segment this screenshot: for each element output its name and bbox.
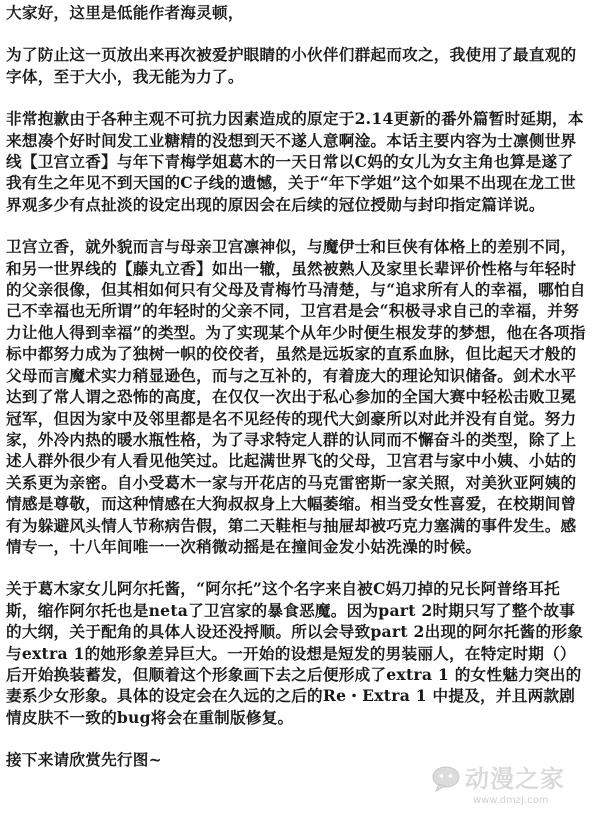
- paragraph-character-arto: 关于葛木家女儿阿尔托酱，“阿尔托”这个名字来自被C妈刀掉的兄长阿普络耳托斯，缩作阿尔托也是neta了卫宫家的暴食恶魔。因为part 2时期只写了整个故事的大纲，关于配角的具体人设还没捋顺。所以会导致part 2出现的阿尔托酱的形象与extra 1的她形象差异巨大。一开始的设想是短发的男装丽人，在特定时期（）后开始换装蓄发，但顺着这个形象画下去之后便形成了extra 1 的女性魅力突出的妻系少女形象。具体的设定会在久远的之后的Re・Extra 1 中提及，并且两款剧情皮肤不一致的bug将会在重制版修复。: [6, 579, 584, 727]
- paragraph-gap: [6, 23, 586, 44]
- watermark-title: 动漫之家: [465, 765, 565, 793]
- speech-bubble-shape: [433, 767, 459, 787]
- speech-bubble-icon: [431, 766, 461, 792]
- paragraph-gap: [6, 215, 586, 236]
- watermark-url: www.dmzj.com: [473, 795, 549, 806]
- greeting-line: 大家好，这里是低能作者海灵顿，: [6, 3, 244, 22]
- document-body: [6, 2, 586, 771]
- bubble-eye-right: [449, 774, 453, 778]
- paragraph-character-ritsuka: 卫宫立香，就外貌而言与母亲卫宫凛神似，与魔伊士和巨侠有体格上的差别不同，和另一世界线的【藤丸立香】如出一辙，虽然被熟人及家里长辈评价性格与年轻时的父亲很像，但其相如何只有父母及青梅竹马清楚，与“追求所有人的幸福，哪怕自己不幸福也无所谓”的年轻时的父亲不同，卫宫君是会“积极寻求自己的幸福，并努力让他人得到幸福”的类型。为了实现某个从年少时便生根发芽的梦想，他在各项指标中都努力成为了独树一帜的佼佼者，虽然是远坂家的直系血脉，但比起天才般的父母而言魔术实力稍显逊色，而与之互补的，有着庞大的理论知识储备。剑术水平达到了常人谓之恐怖的高度，在仅仅一次出于私心参加的全国大赛中轻松击败卫冕冠军，但因为家中及邻里都是名不见经传的现代大剑豪所以对此并没有自觉。努力家，外冷内热的暖水瓶性格，为了寻求特定人群的认同而不懈奋斗的类型，除了上述人群外很少有人看见他笑过。比起满世界飞的父母，卫宫君与家中小姨、小姑的关系更为亲密。自小受葛木一家与开花店的马克雷密斯一家关照，对美狄亚阿姨的情感是尊敬，而这种情感在大狗叔叔身上大幅萎缩。相当受女性喜爱，在校期间曾有为躲避风头情人节称病告假，第二天鞋柜与抽屉却被巧克力塞满的事件发生。感情专一，十八年间唯一一次稍微动摇是在撞间金发小姑洗澡的时候。: [6, 237, 586, 556]
- paragraph-font-note: 为了防止这一页放出来再次被爱护眼睛的小伙伴们群起而攻之，我使用了最直观的字体，至于大小，我无能为力了。: [6, 45, 577, 86]
- paragraph-delay-apology: 非常抱歉由于各种主观不可抗力因素造成的原定于2.14更新的番外篇暂时延期，本来想凑个好时间发工业糖精的没想到天不遂人意啊淦。本话主要内容为士凛侧世界线【卫宫立香】与年下青梅学姐葛木的一天日常以C妈的女儿为女主角也算是遂了我有生之年见不到天国的C子线的遗憾，关于“年下学姐”这个如果不出现在龙工世界观多少有点扯淡的设定出现的原因会在后续的冠位授勋与封印指定篇详说。: [6, 109, 584, 214]
- bubble-eye-left: [440, 774, 444, 778]
- paragraph-gap: [6, 87, 586, 108]
- paragraph-gap: [6, 557, 586, 578]
- paragraph-closing: 接下来请欣赏先行图~: [6, 750, 162, 770]
- paragraph-gap: [6, 728, 586, 749]
- site-watermark: [431, 764, 581, 812]
